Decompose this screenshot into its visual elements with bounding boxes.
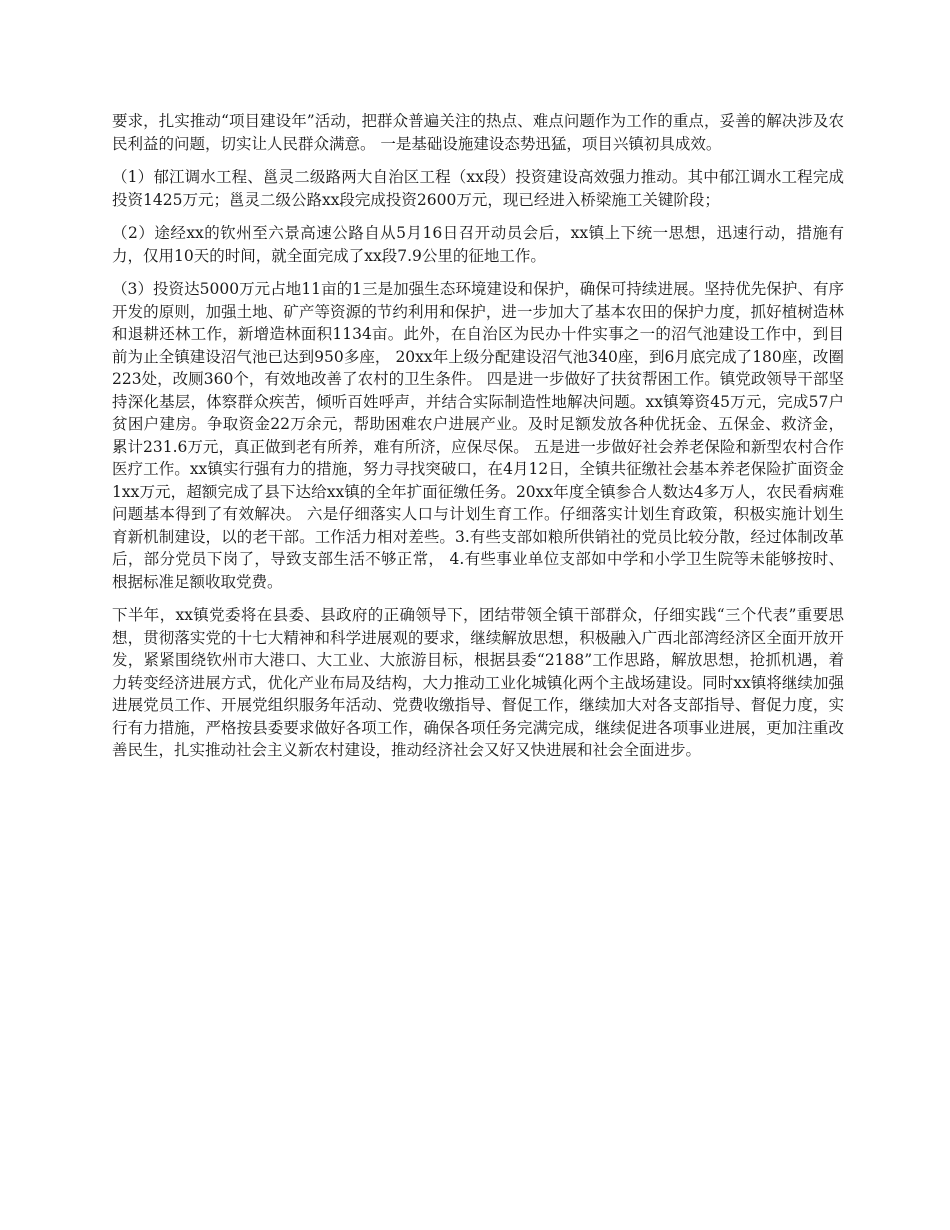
paragraph-item-1: （1）郁江调水工程、邕灵二级路两大自治区工程（xx段）投资建设高效强力推动。其中郁江调水工程完成投资1425万元；邕灵二级公路xx段完成投资2600万元，现已经进入桥梁施工关键阶段； (112, 168, 844, 209)
paragraph-item-2: （2）途经xx的钦州至六景高速公路自从5月16日召开动员会后，xx镇上下统一思想，迅速行动，措施有力，仅用10天的时间，就全面完成了xx段7.9公里的征地工作。 (112, 224, 844, 265)
paragraph-item-3: （3）投资达5000万元占地11亩的1三是加强生态环境建设和保护，确保可持续进展。坚持优先保护、有序开发的原则，加强土地、矿产等资源的节约利用和保护，进一步加大了基本农田的保护力度，抓好植树造林和退耕还林工作，新增造林面积1134亩。此外，在自治区为民办十件实事之一的沼气池建设工作中，到目前为止全镇建设沼气池已达到950多座， 20xx年上级分配建设沼气池340座，到6月底完成了180座，改圈223处，改厕360个，有效地改善了农村的卫生条件。 四是进一步做好了扶贫帮困工作。镇党政领导干部坚持深化基层，体察群众疾苦，倾听百姓呼声，并结合实际制造性地解决问题。xx镇筹资45万元，完成57户贫困户建房。争取资金22万余元，帮助困难农户进展产业。及时足额发放各种优抚金、五保金、救济金，累计231.6万元，真正做到老有所养，难有所济，应保尽保。 五是进一步做好社会养老保险和新型农村合作医疗工作。xx镇实行强有力的措施，努力寻找突破口，在4月12日，全镇共征缴社会基本养老保险扩面资金1xx万元，超额完成了县下达给xx镇的全年扩面征缴任务。20xx年度全镇参合人数达4多万人，农民看病难问题基本得到了有效解决。 六是仔细落实人口与计划生育工作。仔细落实计划生育政策，积极实施计划生育新机制建设，以的老干部。工作活力相对差些。3.有些支部如粮所供销社的党员比较分散，经过体制改革后，部分党员下岗了，导致支部生活不够正常， 4.有些事业单位支部如中学和小学卫生院等未能够按时、根据标准足额收取党费。 (112, 280, 844, 591)
document-page (112, 110, 844, 773)
paragraph-intro: 要求，扎实推动“项目建设年”活动，把群众普遍关注的热点、难点问题作为工作的重点，妥善的解决涉及农民利益的问题，切实让人民群众满意。 一是基础设施建设态势迅猛，项目兴镇初具成效。 (112, 112, 844, 153)
paragraph-second-half: 下半年，xx镇党委将在县委、县政府的正确领导下，团结带领全镇干部群众，仔细实践“三个代表”重要思想，贯彻落实党的十七大精神和科学进展观的要求，继续解放思想，积极融入广西北部湾经济区全面开放开发，紧紧围绕钦州市大港口、大工业、大旅游目标，根据县委“2188”工作思路，解放思想，抢抓机遇，着力转变经济进展方式，优化产业布局及结构，大力推动工业化城镇化两个主战场建设。同时xx镇将继续加强进展党员工作、开展党组织服务年活动、党费收缴指导、督促工作，继续加大对各支部指导、督促力度，实行有力措施，严格按县委要求做好各项工作，确保各项任务完满完成，继续促进各项事业进展，更加注重改善民生，扎实推动社会主义新农村建设，推动经济社会又好又快进展和社会全面进步。 (112, 606, 844, 759)
